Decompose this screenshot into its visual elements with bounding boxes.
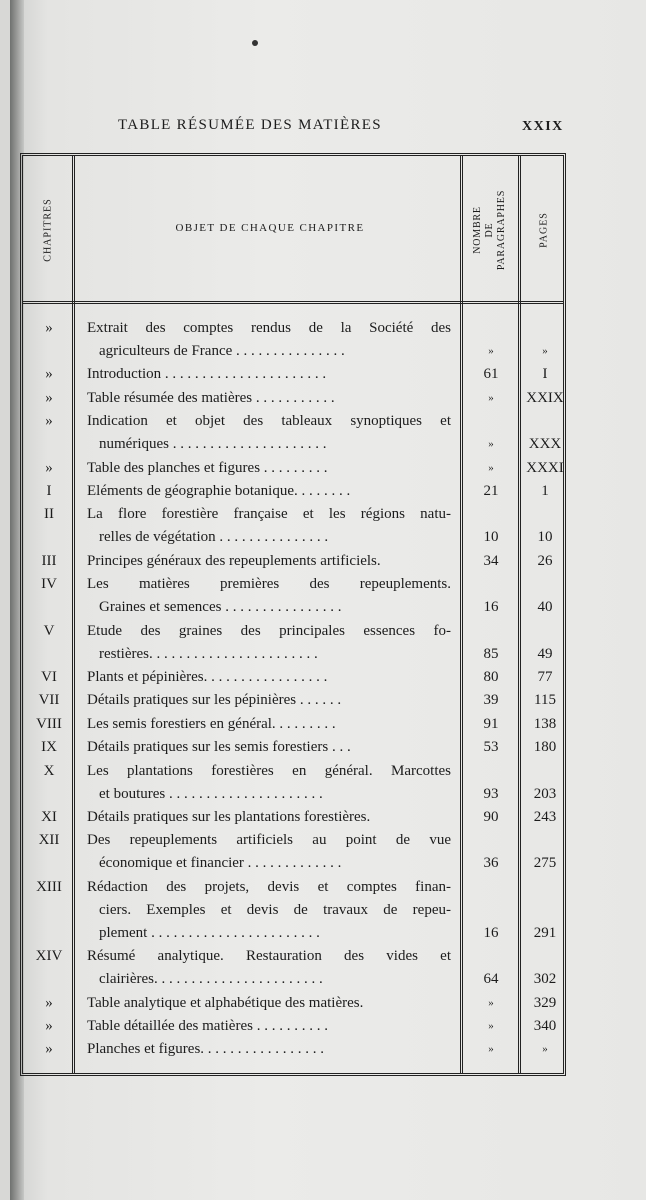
contents-table (20, 153, 566, 1076)
row-page: 138 (533, 715, 557, 732)
row-object-line: Les semis forestiers en général. . . . . . . . . (87, 715, 336, 732)
row-object-line: et boutures . . . . . . . . . . . . . . . . . . . . . (99, 785, 323, 802)
book-page (10, 0, 646, 1200)
row-object-line: Table analytique et alphabétique des matières. (87, 994, 364, 1011)
row-chapter: V (43, 622, 55, 639)
column-header-nombre: NOMBRE DE PARAGRAPHES (472, 189, 507, 271)
row-page: 10 (537, 529, 553, 546)
row-page: 77 (537, 669, 553, 685)
row-object-line: numériques . . . . . . . . . . . . . . . . . . . . . (99, 436, 327, 453)
row-paragraphs: » (488, 391, 494, 404)
row-object-line: Les plantations forestières en général. Marcottes (87, 762, 451, 779)
row-object (87, 713, 451, 736)
row-object-line: Détails pratiques sur les plantations forestières. (87, 809, 371, 825)
row-chapter: » (45, 459, 53, 476)
row-chapter: XI (41, 809, 57, 825)
row-paragraphs: 21 (483, 483, 499, 499)
row-paragraphs: 53 (483, 739, 499, 756)
row-paragraphs: 80 (483, 669, 499, 685)
page-title: TABLE RÉSUMÉE DES MATIÈRES (118, 117, 382, 133)
row-page: 26 (537, 552, 553, 569)
row-paragraphs: 36 (483, 855, 499, 872)
row-chapter: IV (41, 576, 57, 593)
column-divider-chapters (72, 156, 75, 1073)
row-object-line: Graines et semences . . . . . . . . . . . . . . . . (99, 599, 342, 616)
row-paragraphs: 16 (483, 924, 499, 941)
row-page: 40 (537, 599, 553, 616)
row-chapter: VII (38, 692, 60, 709)
row-chapter: XII (38, 832, 60, 849)
row-object-line: Table détaillée des matières . . . . . . . . . . (87, 1018, 328, 1034)
row-object-line: Détails pratiques sur les pépinières . . . . . . (87, 692, 342, 709)
row-chapter: » (45, 1041, 53, 1058)
row-object (87, 480, 451, 503)
row-chapter: I (46, 483, 52, 499)
row-object (87, 317, 451, 363)
row-object-line: Introduction . . . . . . . . . . . . . . . . . . . . . . (87, 366, 327, 383)
row-object-line: économique et financier . . . . . . . . . . . . . (99, 855, 342, 872)
row-chapter: III (41, 552, 57, 569)
row-object-line: Etude des graines des principales essences fo- (87, 622, 451, 639)
row-chapter: » (45, 994, 53, 1011)
row-paragraphs: 64 (483, 971, 499, 988)
row-object (87, 503, 451, 549)
row-object-line: Les matières premières des repeuplements. (87, 576, 451, 593)
row-page: 291 (533, 924, 557, 941)
row-object-line: Indication et objet des tableaux synoptiques et (87, 413, 451, 430)
row-object-line: La flore forestière française et les régions natu- (87, 506, 451, 523)
row-chapter: VIII (36, 715, 62, 732)
row-object-line: plement . . . . . . . . . . . . . . . . . . . . . . . (99, 924, 320, 941)
row-page: 275 (533, 855, 557, 872)
row-object (87, 1015, 451, 1038)
row-paragraphs: 16 (483, 599, 499, 616)
row-page: 1 (541, 483, 549, 499)
row-object-line: Eléments de géographie botanique. . . . . . . . (87, 483, 351, 499)
row-chapter: XIII (36, 878, 62, 895)
row-object (87, 620, 451, 666)
row-chapter: » (45, 413, 53, 430)
row-page: 115 (534, 692, 556, 709)
row-object (87, 806, 451, 829)
row-chapter: II (44, 506, 54, 523)
row-object (87, 876, 451, 945)
row-object-line: Extrait des comptes rendus de la Société des (87, 320, 451, 336)
row-paragraphs: » (488, 461, 494, 474)
row-page: 340 (533, 1018, 557, 1034)
row-paragraphs: 93 (483, 785, 499, 802)
row-object (87, 666, 451, 689)
row-chapter: » (45, 389, 53, 406)
row-object-line: Rédaction des projets, devis et comptes finan- (87, 878, 451, 895)
row-object-line: Planches et figures. . . . . . . . . . . . . . . . . (87, 1041, 325, 1058)
row-page: 203 (533, 785, 557, 802)
row-object-line: Table résumée des matières . . . . . . . . . . . (87, 389, 335, 406)
row-page: 302 (533, 971, 557, 988)
row-object-line: Plants et pépinières. . . . . . . . . . . . . . . . . (87, 669, 328, 685)
row-object-line: Résumé analytique. Restauration des vides et (87, 948, 451, 965)
column-header-objet: OBJET DE CHAQUE CHAPITRE (175, 222, 365, 234)
row-paragraphs: » (488, 1020, 494, 1032)
page-number: XXIX (522, 119, 564, 134)
row-object-line: Table des planches et figures . . . . . . . . . (87, 459, 328, 476)
row-object (87, 736, 451, 759)
row-paragraphs: 39 (483, 692, 499, 709)
row-chapter: XIV (35, 948, 63, 965)
row-paragraphs: 85 (483, 645, 499, 662)
row-object-line: relles de végétation . . . . . . . . . . . . . . . (99, 529, 329, 546)
row-paragraphs: » (488, 996, 494, 1009)
column-header-chapitres: CHAPITRES (42, 198, 54, 262)
row-chapter: » (45, 320, 53, 336)
row-chapter: IX (41, 739, 57, 756)
row-object-line: restières. . . . . . . . . . . . . . . . . . . . . . . (99, 645, 318, 662)
row-object (87, 945, 451, 991)
row-paragraphs: 61 (483, 366, 499, 383)
row-paragraphs: 10 (483, 529, 499, 546)
row-page: 243 (533, 809, 557, 825)
row-object-line: agriculteurs de France . . . . . . . . . . . . . . . (99, 343, 345, 359)
row-page: 329 (533, 994, 557, 1011)
row-object (87, 829, 451, 875)
row-chapter: VI (41, 669, 57, 685)
row-object (87, 992, 451, 1015)
row-page: XXIX (526, 389, 564, 406)
row-chapter: X (43, 762, 55, 779)
row-chapter: » (45, 1018, 53, 1034)
header-divider (23, 301, 563, 304)
row-paragraphs: 91 (483, 715, 499, 732)
row-object (87, 550, 451, 573)
row-object (87, 457, 451, 480)
row-page: 180 (533, 739, 557, 756)
row-object (87, 410, 451, 456)
row-paragraphs: » (488, 345, 494, 357)
ink-spot (252, 40, 258, 46)
row-object (87, 760, 451, 806)
row-object-line: Détails pratiques sur les semis forestiers . . . (87, 739, 351, 756)
row-object-line: Des repeuplements artificiels au point de vue (87, 832, 451, 849)
row-paragraphs: » (488, 1043, 494, 1056)
row-object (87, 689, 451, 712)
row-page: » (542, 1043, 548, 1056)
row-page: 49 (537, 645, 553, 662)
row-page: XXXI (526, 459, 564, 476)
row-page: XXX (528, 436, 562, 453)
row-object (87, 387, 451, 410)
row-object-line: ciers. Exemples et devis de travaux de repeu- (99, 901, 451, 918)
row-page: I (542, 366, 548, 383)
row-paragraphs: » (488, 438, 494, 451)
row-object (87, 573, 451, 619)
row-paragraphs: 90 (483, 809, 499, 825)
row-object-line: clairières. . . . . . . . . . . . . . . . . . . . . . . (99, 971, 323, 988)
row-object-line: Principes généraux des repeuplements artificiels. (87, 552, 381, 569)
row-page: » (542, 345, 548, 357)
row-paragraphs: 34 (483, 552, 499, 569)
row-object (87, 363, 451, 386)
column-header-pages: PAGES (538, 212, 550, 248)
row-object (87, 1038, 451, 1061)
row-chapter: » (45, 366, 53, 383)
